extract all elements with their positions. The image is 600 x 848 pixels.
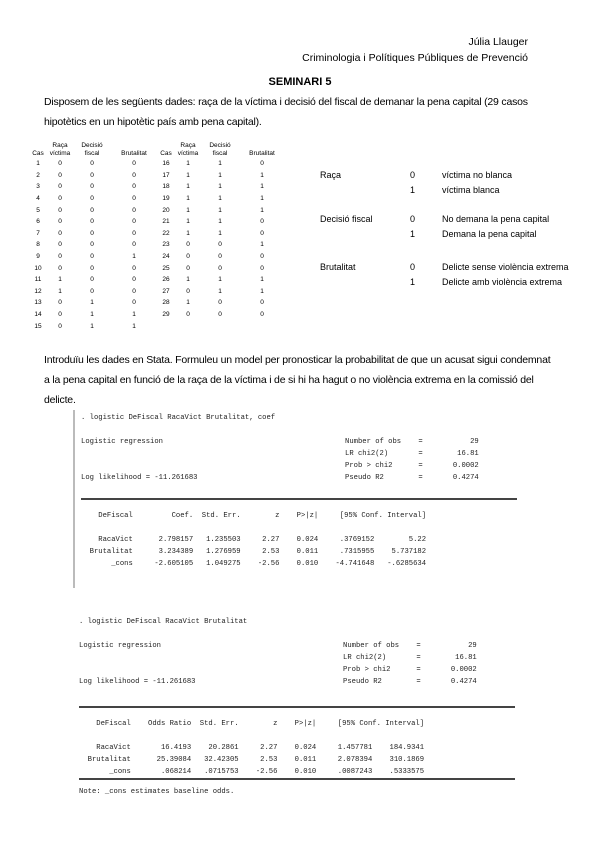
legend-code: 1 — [410, 185, 416, 195]
table-cell: 0 — [260, 160, 264, 168]
table-cell: 0 — [90, 241, 94, 249]
table-cell: 0 — [58, 299, 62, 307]
table-cell: 0 — [132, 183, 136, 191]
table-cell: 0 — [90, 183, 94, 191]
stata-stat: Number of obs = 29 — [345, 438, 479, 446]
table-cell: 0 — [90, 264, 94, 272]
table-row — [30, 228, 286, 240]
legend-description: víctima no blanca — [442, 170, 513, 180]
table-row — [30, 286, 286, 298]
table-cell: 0 — [186, 264, 190, 272]
table-cell: 0 — [132, 160, 136, 168]
table-cell: 0 — [218, 299, 222, 307]
table-cell: 11 — [34, 276, 42, 284]
table-cell: 0 — [132, 241, 136, 249]
table-cell: 13 — [34, 299, 42, 307]
table-cell: 1 — [186, 160, 190, 168]
table-cell: 0 — [58, 218, 62, 226]
table-cell: 23 — [162, 241, 170, 249]
table-cell: 20 — [162, 206, 170, 214]
table-cell: 0 — [58, 229, 62, 237]
table-cell: 1 — [90, 311, 94, 319]
course-name: Criminologia i Polítiques Públiques de Prevenció — [302, 52, 528, 64]
question-paragraph: Introduïu les dades en Stata. Formuleu un model per pronosticar la probabilitat de que un acusat sigui condemnat a la pena capital en funció de la raça de la víctima i de si hi ha hagut o no violència extrema en la comissió del delicte. — [44, 354, 551, 406]
stata-command: . logistic DeFiscal RacaVict Brutalitat — [79, 618, 248, 626]
table-cell: 1 — [218, 206, 222, 214]
table-row — [30, 309, 286, 321]
table-cell: 0 — [132, 264, 136, 272]
legend-description: víctima blanca — [442, 185, 500, 195]
legend-description: Delicte amb violència extrema — [442, 277, 563, 287]
table-cell: 1 — [90, 299, 94, 307]
divider — [79, 778, 515, 780]
table-cell: 0 — [90, 206, 94, 214]
table-cell: 16 — [162, 160, 170, 168]
table-cell: 1 — [132, 322, 136, 330]
stata-stat: Prob > chi2 = 0.0002 — [343, 666, 477, 674]
table-cell: 0 — [58, 183, 62, 191]
table-cell: 9 — [36, 253, 40, 261]
table-row — [30, 216, 286, 228]
table-row — [30, 320, 286, 332]
table-cell: 1 — [218, 195, 222, 203]
stata-stat: Number of obs = 29 — [343, 642, 477, 650]
table-cell — [174, 320, 202, 332]
table-cell: 0 — [218, 253, 222, 261]
column-header: Brutalitat — [249, 150, 275, 157]
table-cell: 0 — [260, 264, 264, 272]
table-cell: 0 — [132, 299, 136, 307]
table-cell: 0 — [186, 287, 190, 295]
table-cell: 0 — [90, 229, 94, 237]
stata-output-odds — [73, 614, 523, 794]
table-cell: 0 — [90, 218, 94, 226]
legend-variable: Brutalitat — [320, 262, 356, 272]
table-cell: 0 — [260, 299, 264, 307]
table-cell: 26 — [162, 276, 170, 284]
stata-stat: LR chi2(2) = 16.81 — [343, 654, 477, 662]
table-cell: 7 — [36, 229, 40, 237]
table-cell: 1 — [260, 195, 264, 203]
column-header: Decisió fiscal — [209, 142, 231, 157]
table-row — [30, 262, 286, 274]
table-cell: 22 — [162, 229, 170, 237]
table-cell: 2 — [36, 171, 40, 179]
table-cell: 1 — [186, 206, 190, 214]
table-cell: 0 — [132, 195, 136, 203]
legend-code: 1 — [410, 277, 416, 287]
stata-result-row: Brutalitat 3.234389 1.276959 2.53 0.011 .7315955 5.737182 — [81, 548, 427, 556]
table-cell: 28 — [162, 299, 170, 307]
table-row — [30, 158, 286, 170]
table-cell — [202, 320, 238, 332]
stata-result-row: RacaVict 16.4193 20.2861 2.27 0.024 1.457781 184.9341 — [79, 744, 425, 752]
table-cell: 1 — [260, 183, 264, 191]
table-cell: 24 — [162, 253, 170, 261]
table-cell: 1 — [186, 171, 190, 179]
table-cell: 0 — [260, 218, 264, 226]
table-cell: 0 — [260, 253, 264, 261]
table-cell: 0 — [58, 160, 62, 168]
table-cell: 0 — [58, 195, 62, 203]
intro-paragraph: Disposem de les següents dades: raça de la víctima i decisió del fiscal de demanar la pena capital (29 casos hipotètics en un hipotètic país amb pena capital). — [44, 96, 528, 128]
table-cell: 12 — [34, 287, 42, 295]
table-row — [30, 193, 286, 205]
table-cell: 25 — [162, 264, 170, 272]
table-cell: 0 — [186, 241, 190, 249]
table-cell: 27 — [162, 287, 170, 295]
legend-code: 0 — [410, 170, 416, 180]
stata-column-header: DeFiscal Coef. Std. Err. z P>|z| [95% Conf. Interval] — [81, 512, 427, 520]
divider — [79, 706, 515, 708]
table-cell: 1 — [186, 195, 190, 203]
table-cell: 1 — [218, 160, 222, 168]
table-cell: 0 — [218, 311, 222, 319]
table-cell: 0 — [90, 171, 94, 179]
stata-output-coef — [73, 410, 525, 588]
table-cell: 1 — [218, 276, 222, 284]
table-cell: 0 — [90, 276, 94, 284]
legend-description: No demana la pena capital — [442, 214, 550, 224]
table-cell: 0 — [132, 218, 136, 226]
table-row — [30, 170, 286, 182]
table-cell: 0 — [132, 206, 136, 214]
stata-result-row: Brutalitat 25.39084 32.42305 2.53 0.011 2.078394 310.1869 — [79, 756, 425, 764]
stata-result-row: _cons -2.605105 1.049275 -2.56 0.010 -4.741648 -.6285634 — [81, 560, 427, 568]
table-cell: 0 — [260, 311, 264, 319]
legend-description: Delicte sense violència extrema — [442, 262, 569, 272]
table-cell: 1 — [218, 229, 222, 237]
table-cell: 4 — [36, 195, 40, 203]
table-cell: 0 — [58, 171, 62, 179]
table-cell: 0 — [132, 287, 136, 295]
table-row — [30, 181, 286, 193]
table-cell: 17 — [162, 171, 170, 179]
column-header: Decisió fiscal — [81, 142, 103, 157]
table-cell: 0 — [186, 253, 190, 261]
column-header: Raça víctima — [49, 142, 71, 157]
table-cell: 1 — [58, 276, 62, 284]
column-header: Cas — [160, 150, 172, 157]
table-cell: 5 — [36, 206, 40, 214]
table-cell: 1 — [132, 253, 136, 261]
table-row — [30, 297, 286, 309]
column-header: Cas — [32, 150, 44, 157]
stata-result-row: RacaVict 2.798157 1.235503 2.27 0.024 .3769152 5.22 — [81, 536, 427, 544]
legend-code: 0 — [410, 262, 416, 272]
table-cell: 1 — [260, 241, 264, 249]
table-cell: 0 — [58, 322, 62, 330]
legend-variable: Decisió fiscal — [320, 214, 373, 224]
table-cell: 0 — [90, 160, 94, 168]
table-cell: 1 — [186, 229, 190, 237]
table-cell: 10 — [34, 264, 42, 272]
table-cell: 18 — [162, 183, 170, 191]
table-cell: 1 — [186, 218, 190, 226]
table-cell: 0 — [58, 264, 62, 272]
data-table — [30, 142, 286, 332]
table-cell: 21 — [162, 218, 170, 226]
table-cell: 29 — [162, 311, 170, 319]
page-title: SEMINARI 5 — [268, 76, 332, 88]
table-cell: 0 — [90, 253, 94, 261]
table-cell: 0 — [260, 229, 264, 237]
table-cell: 1 — [218, 218, 222, 226]
stata-result-row: _cons .068214 .0715753 -2.56 0.010 .0087243 .5333575 — [79, 768, 425, 776]
table-cell: 19 — [162, 195, 170, 203]
table-cell: 8 — [36, 241, 40, 249]
table-cell: 1 — [58, 287, 62, 295]
table-cell: 1 — [186, 276, 190, 284]
column-header: Brutalitat — [121, 150, 147, 157]
table-cell: 0 — [186, 311, 190, 319]
table-cell: 1 — [186, 183, 190, 191]
table-cell: 15 — [34, 322, 42, 330]
table-row — [30, 274, 286, 286]
stata-stat: Prob > chi2 = 0.0002 — [345, 462, 479, 470]
stata-stat: Pseudo R2 = 0.4274 — [345, 474, 479, 482]
table-cell: 1 — [260, 206, 264, 214]
table-cell — [238, 320, 286, 332]
table-cell: 0 — [218, 264, 222, 272]
table-cell: 0 — [58, 253, 62, 261]
author-name: Júlia Llauger — [468, 36, 528, 48]
table-cell: 14 — [34, 311, 42, 319]
legend-variable: Raça — [320, 170, 342, 180]
table-cell: 0 — [132, 276, 136, 284]
table-cell: 0 — [58, 206, 62, 214]
table-cell: 1 — [218, 287, 222, 295]
divider — [81, 498, 517, 500]
table-row — [30, 251, 286, 263]
table-cell: 1 — [260, 276, 264, 284]
stata-header-text: Logistic regression — [79, 642, 161, 650]
column-header: Raça víctima — [177, 142, 199, 157]
table-row — [30, 239, 286, 251]
table-cell: 1 — [186, 299, 190, 307]
table-cell: 1 — [36, 160, 40, 168]
table-cell: 0 — [90, 287, 94, 295]
table-cell: 1 — [260, 171, 264, 179]
table-cell: 0 — [58, 241, 62, 249]
legend-code: 0 — [410, 214, 416, 224]
table-cell: 1 — [132, 311, 136, 319]
table-cell: 3 — [36, 183, 40, 191]
stata-stat: LR chi2(2) = 16.81 — [345, 450, 479, 458]
table-row — [30, 204, 286, 216]
table-cell: 6 — [36, 218, 40, 226]
legend-description: Demana la pena capital — [442, 229, 537, 239]
legend-code: 1 — [410, 229, 416, 239]
table-cell: 0 — [90, 195, 94, 203]
table-cell: 0 — [132, 229, 136, 237]
table-cell: 1 — [260, 287, 264, 295]
table-cell: 1 — [90, 322, 94, 330]
table-cell: 1 — [218, 183, 222, 191]
stata-column-header: DeFiscal Odds Ratio Std. Err. z P>|z| [95% Conf. Interval] — [79, 720, 425, 728]
table-cell: 0 — [58, 311, 62, 319]
stata-note: Note: _cons estimates baseline odds. — [79, 788, 235, 796]
table-cell — [158, 320, 174, 332]
stata-header-text: Logistic regression — [81, 438, 163, 446]
stata-command: . logistic DeFiscal RacaVict Brutalitat, coef — [81, 414, 276, 422]
stata-stat: Pseudo R2 = 0.4274 — [343, 678, 477, 686]
stata-header-text: Log likelihood = -11.261683 — [81, 474, 198, 482]
table-cell: 0 — [132, 171, 136, 179]
table-cell: 1 — [218, 171, 222, 179]
stata-header-text: Log likelihood = -11.261683 — [79, 678, 196, 686]
table-cell: 0 — [218, 241, 222, 249]
